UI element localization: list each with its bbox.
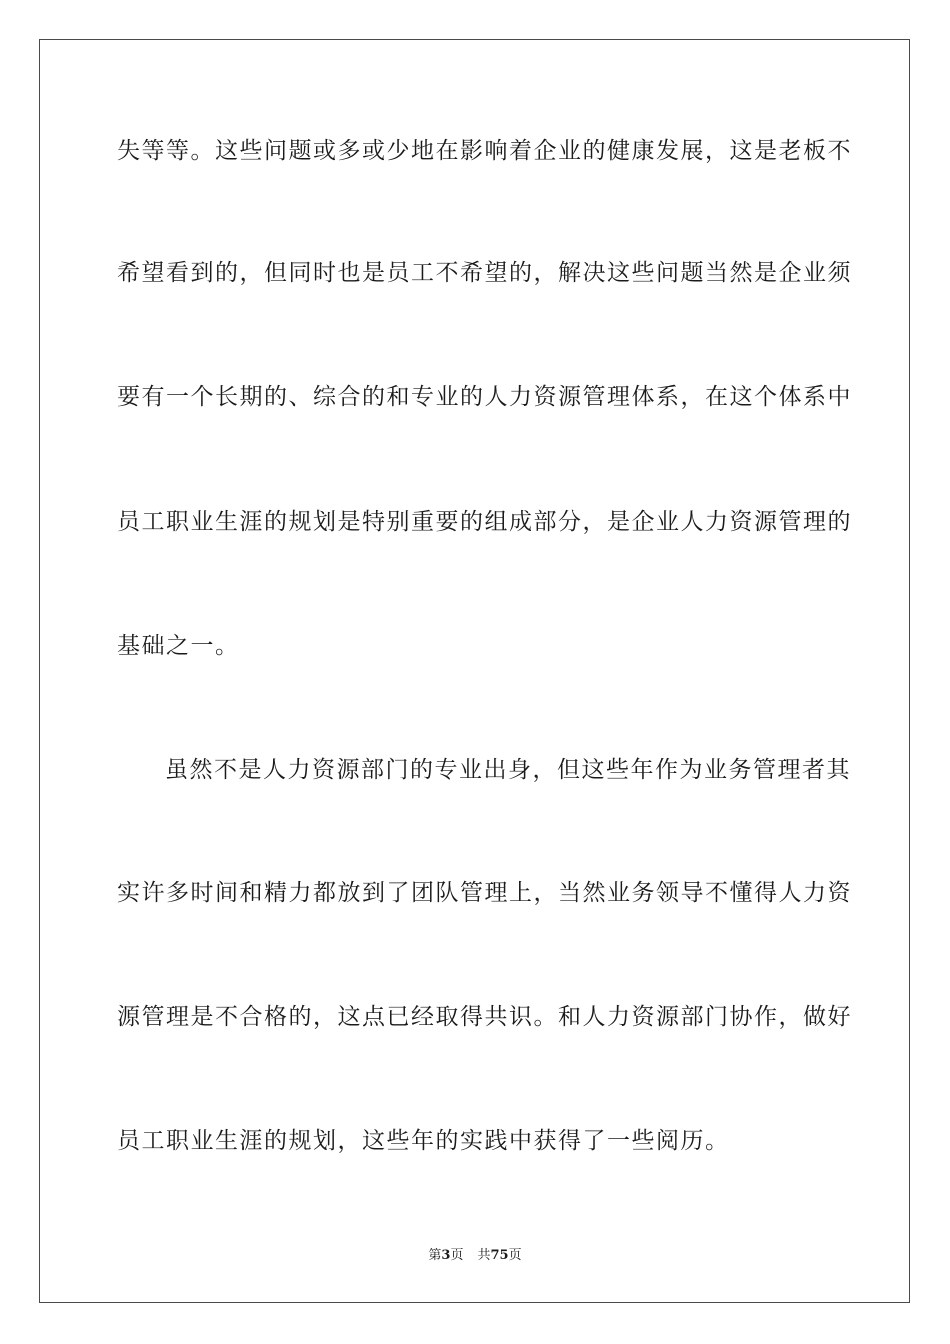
text-line-2: 希望看到的，但同时也是员工不希望的，解决这些问题当然是企业须 — [117, 260, 852, 286]
page-border — [39, 39, 910, 1303]
text-line-3: 要有一个长期的、综合的和专业的人力资源管理体系，在这个体系中 — [117, 384, 852, 410]
text-line-9: 员工职业生涯的规划，这些年的实践中获得了一些阅历。 — [117, 1128, 730, 1154]
page-suffix: 页 — [450, 1248, 464, 1263]
text-line-7: 实许多时间和精力都放到了团队管理上，当然业务领导不懂得人力资 — [117, 880, 852, 906]
text-line-4: 员工职业生涯的规划是特别重要的组成部分，是企业人力资源管理的 — [117, 509, 852, 535]
paragraph-start-line: 虽然不是人力资源部门的专业出身，但这些年作为业务管理者其 — [165, 757, 851, 783]
total-prefix: 共 — [477, 1248, 491, 1263]
total-suffix: 页 — [508, 1248, 522, 1263]
page-footer — [0, 1247, 950, 1265]
page-prefix: 第 — [428, 1248, 442, 1263]
text-line-8: 源管理是不合格的，这点已经取得共识。和人力资源部门协作，做好 — [117, 1004, 852, 1030]
text-line-5: 基础之一。 — [117, 633, 240, 659]
page-number: 3 — [441, 1248, 451, 1263]
text-line-1: 失等等。这些问题或多或少地在影响着企业的健康发展，这是老板不 — [117, 138, 852, 164]
total-pages: 75 — [490, 1248, 509, 1263]
